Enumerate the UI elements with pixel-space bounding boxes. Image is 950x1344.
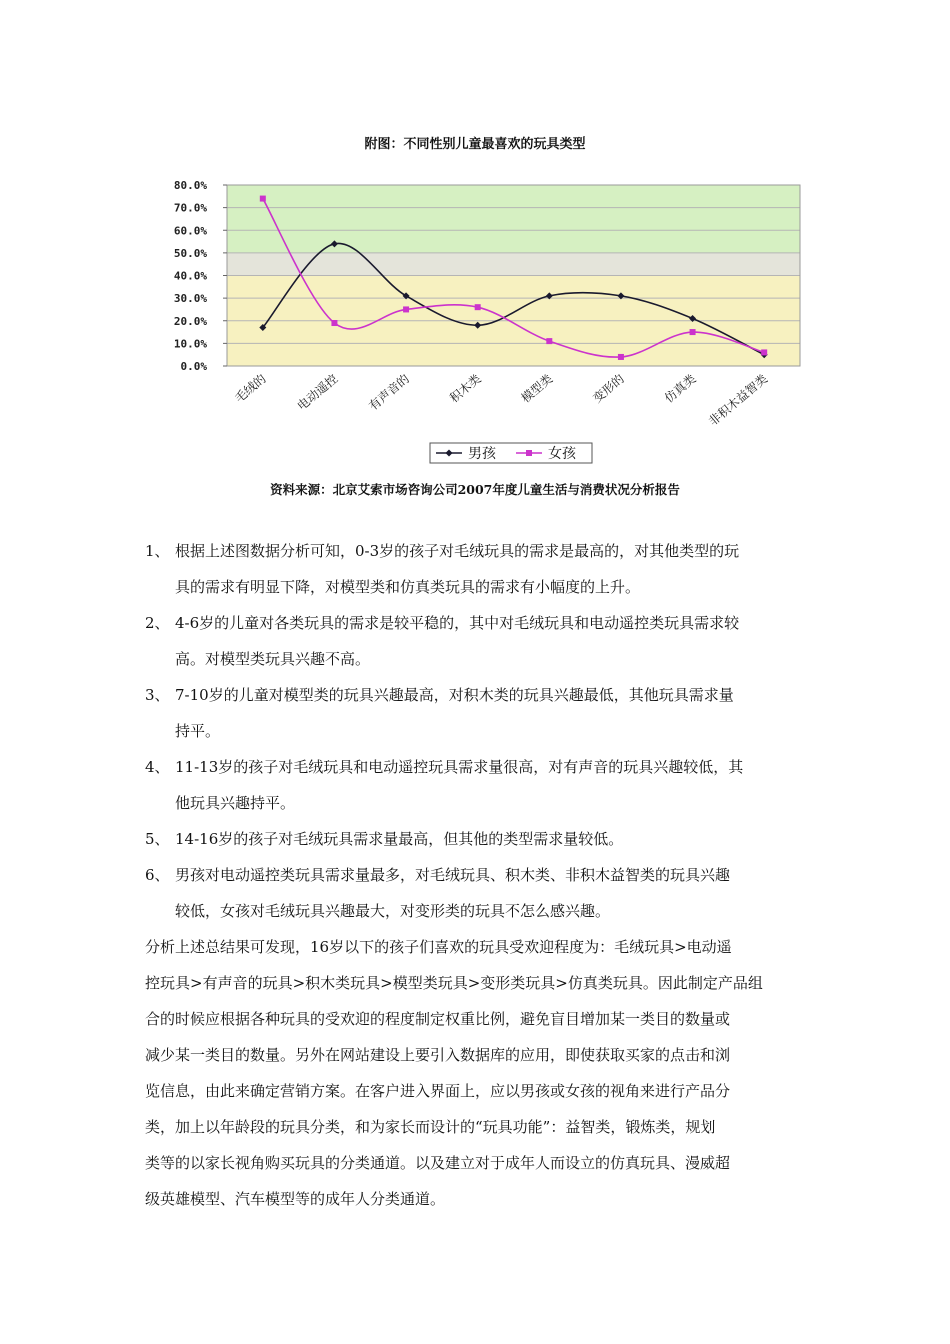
x-category-label: 仿真类 bbox=[661, 371, 699, 406]
list-item-text-line: 根据上述图数据分析可知，0-3岁的孩子对毛绒玩具的需求是最高的，对其他类型的玩 bbox=[175, 542, 740, 560]
y-tick-label: 10.0% bbox=[173, 337, 207, 351]
list-item-text-line: 具的需求有明显下降，对模型类和仿真类玩具的需求有小幅度的上升。 bbox=[175, 578, 641, 596]
paragraph-line: 级英雄模型、汽车模型等的成年人分类通道。 bbox=[145, 1190, 446, 1208]
x-category-label: 变形的 bbox=[590, 371, 627, 406]
list-item-text-line: 7-10岁的儿童对模型类的玩具兴趣最高，对积木类的玩具兴趣最低，其他玩具需求量 bbox=[175, 686, 734, 704]
list-item-number: 2、 bbox=[145, 614, 170, 632]
paragraph-line: 类等的以家长视角购买玩具的分类通道。以及建立对于成年人而设立的仿真玩具、漫威超 bbox=[145, 1154, 731, 1172]
paragraph-line: 合的时候应根据各种玩具的受欢迎的程度制定权重比例，避免盲目增加某一类目的数量或 bbox=[145, 1010, 731, 1028]
x-category-label: 非积木益智类 bbox=[705, 371, 771, 429]
x-category-label: 电动遥控 bbox=[294, 371, 341, 414]
list-item-text-line: 11-13岁的孩子对毛绒玩具和电动遥控玩具需求量很高，对有声音的玩具兴趣较低，其 bbox=[175, 758, 744, 776]
list-item-number: 4、 bbox=[145, 758, 170, 776]
data-point-marker bbox=[690, 329, 696, 335]
paragraph-line: 减少某一类目的数量。另外在网站建设上要引入数据库的应用，即使获取买家的点击和浏 bbox=[145, 1046, 731, 1064]
chart-band-1 bbox=[227, 253, 800, 276]
list-item-text-line: 高。对模型类玩具兴趣不高。 bbox=[175, 650, 371, 668]
list-item bbox=[145, 857, 810, 929]
list-item-text-line: 较低，女孩对毛绒玩具兴趣最大，对变形类的玩具不怎么感兴趣。 bbox=[175, 902, 611, 920]
y-tick-label: 30.0% bbox=[173, 292, 207, 306]
data-point-marker bbox=[475, 304, 481, 310]
list-item-number: 5、 bbox=[145, 830, 170, 848]
paragraph-line: 类，加上以年龄段的玩具分类，和为家长而设计的“玩具功能”：益智类，锻炼类，规划 bbox=[145, 1118, 716, 1136]
list-item bbox=[145, 749, 810, 821]
y-tick-label: 80.0% bbox=[173, 179, 207, 192]
list-item bbox=[145, 677, 810, 749]
chart-legend bbox=[430, 443, 592, 463]
source-note: 资料来源：北京艾索市场咨询公司2007年度儿童生活与消费状况分析报告 bbox=[270, 482, 680, 497]
y-tick-label: 70.0% bbox=[173, 201, 207, 215]
list-item-text-line: 14-16岁的孩子对毛绒玩具需求量最高，但其他的类型需求量较低。 bbox=[175, 830, 624, 848]
y-tick-label: 40.0% bbox=[173, 269, 207, 283]
legend-marker bbox=[526, 450, 532, 456]
list-item-text-line: 男孩对电动遥控类玩具需求量最多，对毛绒玩具、积木类、非积木益智类的玩具兴趣 bbox=[175, 866, 731, 884]
legend-label: 男孩 bbox=[468, 446, 496, 462]
y-tick-label: 0.0% bbox=[180, 360, 207, 373]
legend-label: 女孩 bbox=[548, 446, 576, 462]
data-point-marker bbox=[761, 349, 767, 355]
y-tick-label: 50.0% bbox=[173, 246, 207, 260]
paragraph-line: 分析上述总结果可发现，16岁以下的孩子们喜欢的玩具受欢迎程度为：毛绒玩具>电动遥 bbox=[145, 938, 732, 956]
x-category-label: 有声音的 bbox=[366, 371, 412, 414]
list-item bbox=[145, 821, 810, 857]
list-item-text-line: 持平。 bbox=[175, 722, 221, 740]
line-chart bbox=[130, 165, 820, 475]
list-item-text-line: 他玩具兴趣持平。 bbox=[175, 794, 296, 812]
data-point-marker bbox=[260, 196, 266, 202]
data-point-marker bbox=[618, 354, 624, 360]
chart-band-0 bbox=[227, 185, 800, 253]
y-tick-label: 20.0% bbox=[173, 314, 207, 328]
list-item-number: 1、 bbox=[145, 542, 170, 560]
list-item-number: 6、 bbox=[145, 866, 170, 884]
list-item bbox=[145, 605, 810, 677]
list-item-text-line: 4-6岁的儿童对各类玩具的需求是较平稳的，其中对毛绒玩具和电动遥控类玩具需求较 bbox=[175, 614, 740, 632]
data-point-marker bbox=[546, 338, 552, 344]
data-point-marker bbox=[403, 306, 409, 312]
list-item bbox=[145, 533, 810, 605]
analysis-body bbox=[145, 533, 810, 1217]
paragraph-line: 览信息，由此来确定营销方案。在客户进入界面上，应以男孩或女孩的视角来进行产品分 bbox=[145, 1082, 731, 1100]
data-point-marker bbox=[331, 320, 337, 326]
chart-title: 附图：不同性别儿童最喜欢的玩具类型 bbox=[364, 137, 586, 152]
x-category-label: 毛绒的 bbox=[232, 371, 269, 406]
paragraph-line: 控玩具>有声音的玩具>积木类玩具>模型类玩具>变形类玩具>仿真类玩具。因此制定产品组 bbox=[145, 974, 763, 992]
x-category-label: 模型类 bbox=[518, 371, 556, 406]
list-item-number: 3、 bbox=[145, 686, 170, 704]
x-category-label: 积木类 bbox=[447, 371, 484, 406]
summary-paragraph bbox=[145, 929, 810, 1217]
y-tick-label: 60.0% bbox=[173, 224, 207, 238]
